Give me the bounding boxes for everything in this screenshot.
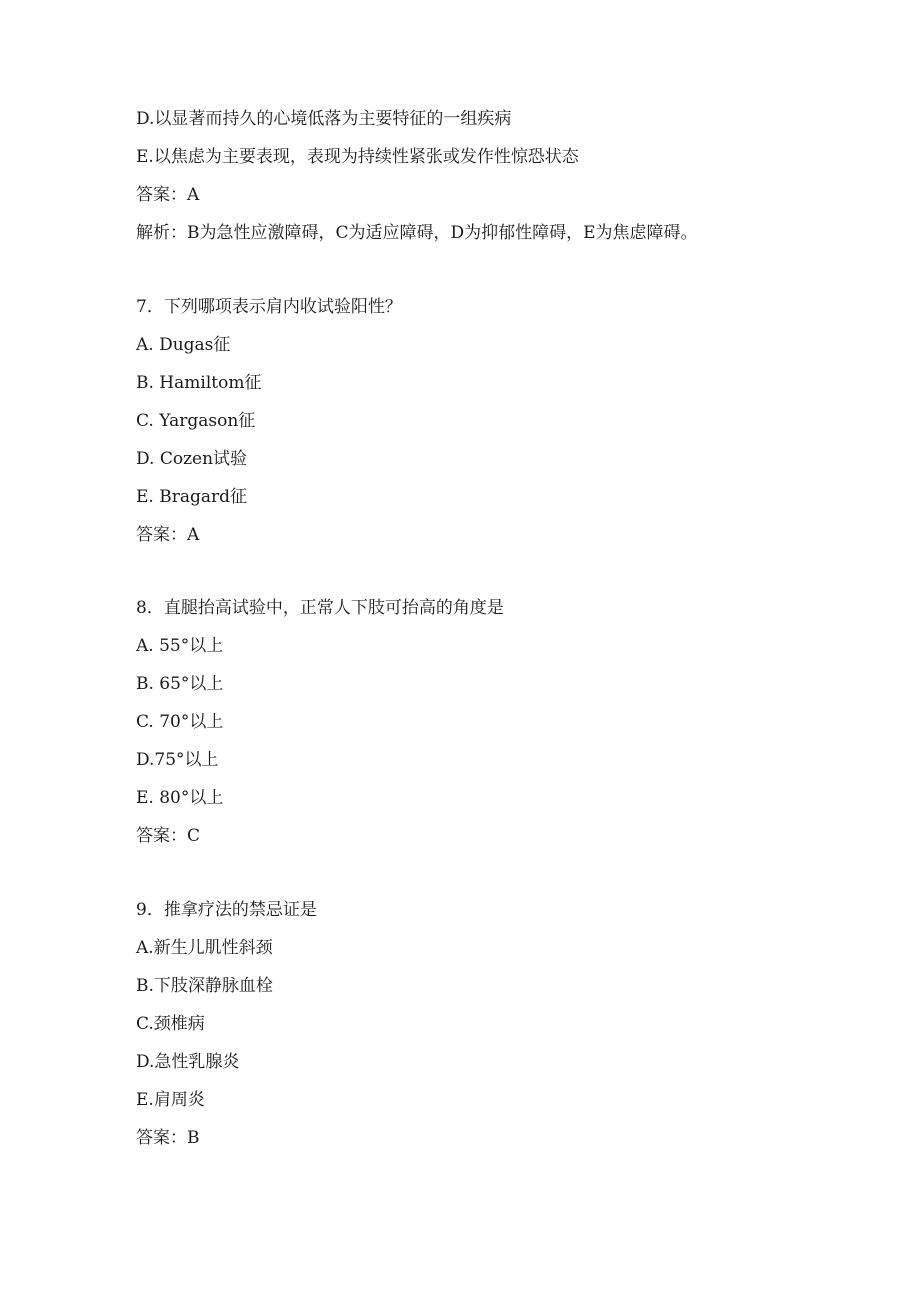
q8-option-b: B. 65°以上 bbox=[136, 674, 224, 694]
q6-answer: 答案：A bbox=[136, 185, 200, 205]
q8-option-c: C. 70°以上 bbox=[136, 712, 224, 732]
q7-option-b: B. Hamiltom征 bbox=[136, 373, 262, 393]
q7-option-c: C. Yargason征 bbox=[136, 411, 256, 431]
q7-option-e: E. Bragard征 bbox=[136, 487, 247, 507]
q7-option-d: D. Cozen试验 bbox=[136, 449, 248, 469]
q7-option-a: A. Dugas征 bbox=[136, 335, 231, 355]
q6-analysis: 解析：B为急性应激障碍，C为适应障碍，D为抑郁性障碍，E为焦虑障碍。 bbox=[136, 223, 698, 243]
q9-option-e: E.肩周炎 bbox=[136, 1090, 205, 1110]
q9-option-a: A.新生儿肌性斜颈 bbox=[136, 938, 273, 958]
q6-option-d: D.以显著而持久的心境低落为主要特征的一组疾病 bbox=[136, 109, 512, 129]
q9-option-d: D.急性乳腺炎 bbox=[136, 1052, 240, 1072]
q8-answer: 答案：C bbox=[136, 826, 201, 846]
q9-option-c: C.颈椎病 bbox=[136, 1014, 205, 1034]
q8-option-d: D.75°以上 bbox=[136, 750, 219, 770]
q8-option-e: E. 80°以上 bbox=[136, 788, 224, 808]
q7-answer: 答案：A bbox=[136, 525, 200, 545]
q7-stem: 7．下列哪项表示肩内收试验阳性？ bbox=[136, 297, 402, 317]
q9-stem: 9．推拿疗法的禁忌证是 bbox=[136, 900, 317, 920]
q8-option-a: A. 55°以上 bbox=[136, 636, 224, 656]
q6-option-e: E.以焦虑为主要表现，表现为持续性紧张或发作性惊恐状态 bbox=[136, 147, 579, 167]
q9-option-b: B.下肢深静脉血栓 bbox=[136, 976, 273, 996]
q8-stem: 8．直腿抬高试验中，正常人下肢可抬高的角度是 bbox=[136, 598, 504, 618]
q9-answer: 答案：B bbox=[136, 1128, 200, 1148]
